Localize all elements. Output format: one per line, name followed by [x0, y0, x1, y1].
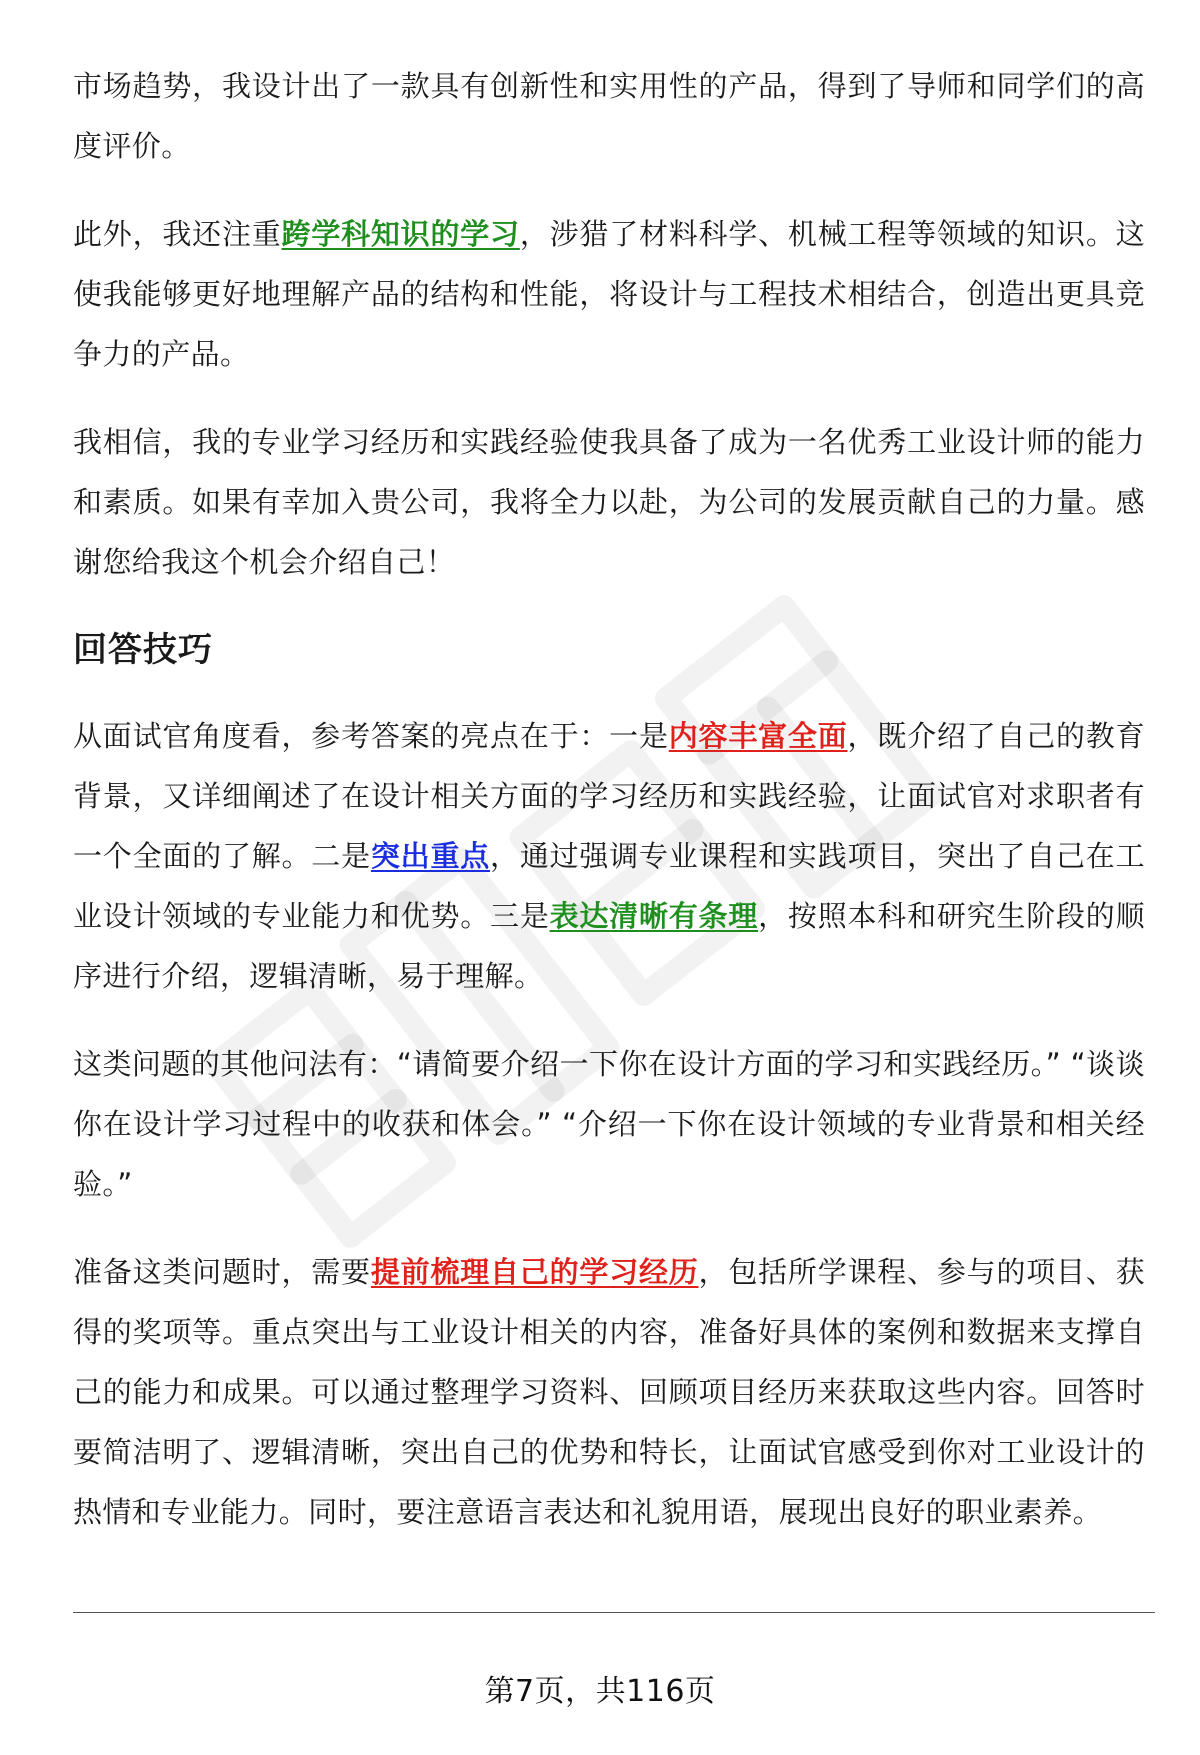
page-number: 第7页，共116页: [484, 1674, 716, 1709]
intro-paragraph-1: [73, 56, 1145, 176]
tips-paragraph-1: [73, 706, 1145, 1006]
section-title: 回答技巧: [73, 630, 213, 670]
paragraph-text: 我相信，我的专业学习经历和实践经验使我具备了成为一名优秀工业设计师的能力和素质。如果有幸加入贵公司，我将全力以赴，为公司的发展贡献自己的力量。感谢您给我这个机会介绍自己！: [73, 425, 1145, 579]
document-body: [73, 56, 1145, 1570]
paragraph-text: 这类问题的其他问法有：“请简要介绍一下你在设计方面的学习和实践经历。” “谈谈你在设计学习过程中的收获和体会。” “介绍一下你在设计领域的专业背景和相关经验。”: [73, 1047, 1145, 1201]
intro-paragraph-3: [73, 412, 1145, 592]
paragraph-text: ，涉猎了材料科学、机械工程等领域的知识。这使我能够更好地理解产品的结构和性能，将设计与工程技术相结合，创造出更具竞争力的产品。: [73, 217, 1146, 371]
paragraph-text: ，包括所学课程、参与的项目、获得的奖项等。重点突出与工业设计相关的内容，准备好具体的案例和数据来支撑自己的能力和成果。可以通过整理学习资料、回顾项目经历来获取这些内容。回答时要简洁明了、逻辑清晰，突出自己的优势和特长，让面试官感受到你对工业设计的热情和专业能力。同时，要注意语言表达和礼貌用语，展现出良好的职业素养。: [73, 1255, 1145, 1529]
paragraph-text: 市场趋势，我设计出了一款具有创新性和实用性的产品，得到了导师和同学们的高度评价。: [73, 69, 1145, 163]
highlight-key-points: 突出重点: [370, 839, 491, 873]
footer-divider: [73, 1612, 1155, 1613]
highlight-prepare-history: 提前梳理自己的学习经历: [370, 1255, 699, 1289]
tips-paragraph-3: [73, 1242, 1145, 1542]
paragraph-text: ，既介绍了自己的教育背景，又详细阐述了在设计相关方面的学习经历和实践经验，让面试官对求职者有一个全面的了解。二是: [73, 719, 1145, 873]
paragraph-text: ，通过强调专业课程和实践项目，突出了自己在工业设计领域的专业能力和优势。三是: [73, 839, 1145, 933]
highlight-comprehensive: 内容丰富全面: [668, 719, 848, 753]
intro-paragraph-2: [73, 204, 1145, 384]
highlight-cross-discipline: 跨学科知识的学习: [281, 217, 520, 251]
paragraph-text: 准备这类问题时，需要: [73, 1255, 371, 1289]
paragraph-text: 从面试官角度看，参考答案的亮点在于：一是: [73, 719, 669, 753]
paragraph-text: ，按照本科和研究生阶段的顺序进行介绍，逻辑清晰，易于理解。: [73, 899, 1145, 993]
tips-paragraph-2: [73, 1034, 1145, 1214]
paragraph-text: 此外，我还注重: [73, 217, 282, 251]
highlight-clear-structure: 表达清晰有条理: [549, 899, 759, 933]
